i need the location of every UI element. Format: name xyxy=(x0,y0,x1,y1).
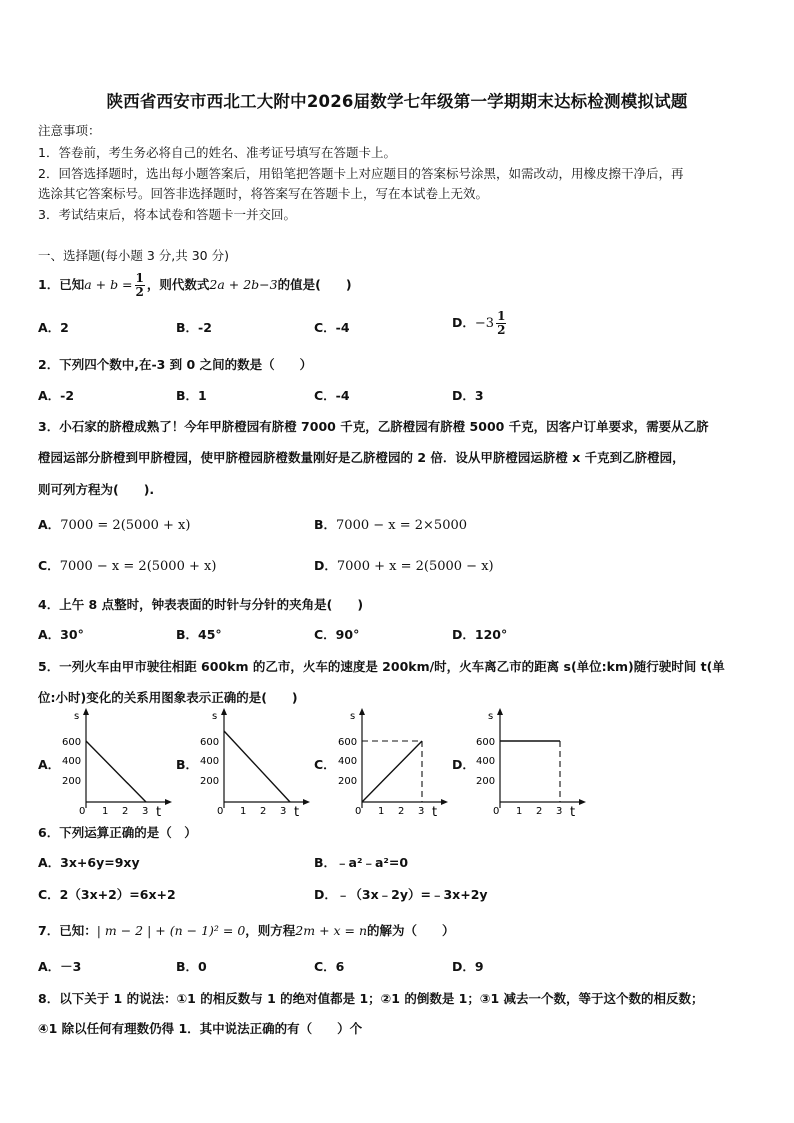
q6-option-a: A．3x+6y=9xy xyxy=(38,855,140,870)
q3-option-a xyxy=(38,515,190,533)
x-tick-1: 1 xyxy=(516,806,523,817)
q1-option-d-den: 2 xyxy=(497,323,506,337)
y-tick-200: 200 xyxy=(200,776,220,787)
q1-mid: ，则代数式 xyxy=(146,277,210,292)
q7-option-c: C．6 xyxy=(314,959,345,974)
question-4-stem: 4．上午 8 点整时，钟表表面的时针与分针的夹角是( ) xyxy=(38,597,364,612)
q1-option-a: A．2 xyxy=(38,320,69,335)
y-axis-arrow xyxy=(497,708,503,715)
x-tick-2: 2 xyxy=(260,806,267,817)
y-axis-label: s xyxy=(74,711,80,722)
x-tick-0: 0 xyxy=(355,806,362,817)
question-2-stem: 2．下列四个数中,在-3 到 0 之间的数是（ ） xyxy=(38,357,313,372)
q3-option-a-label: A． xyxy=(38,517,61,532)
q1-option-d-num: 1 xyxy=(497,309,506,323)
question-8-line-2: ④1 除以任何有理数仍得 1．其中说法正确的有（ ）个 xyxy=(38,1021,363,1036)
x-tick-1: 1 xyxy=(240,806,247,817)
y-tick-200: 200 xyxy=(62,776,82,787)
q5-graph-b xyxy=(194,706,314,818)
q7-pre: 7．已知： xyxy=(38,923,97,938)
q7-post: 的解为（ ） xyxy=(367,923,455,938)
y-tick-600: 600 xyxy=(338,737,358,748)
x-tick-1: 1 xyxy=(102,806,109,817)
q4-option-d: D．120° xyxy=(452,627,508,642)
q1-pre: 1．已知 xyxy=(38,277,85,292)
q1-post: 的值是( ) xyxy=(277,277,352,292)
q3-option-b-label: B． xyxy=(314,517,337,532)
notice-item-1: 1．答卷前，考生务必将自己的姓名、准考证号填写在答题卡上。 xyxy=(38,145,396,160)
section-heading: 一、选择题(每小题 3 分,共 30 分) xyxy=(38,248,229,263)
notice-item-2-cont: 选涂其它答案标号。回答非选择题时，将答案写在答题卡上，写在本试卷上无效。 xyxy=(38,186,489,201)
q1-frac-den: 2 xyxy=(135,285,144,299)
q4-option-b: B．45° xyxy=(176,627,222,642)
q1-fraction xyxy=(135,272,145,299)
q3-option-d xyxy=(314,556,494,574)
y-axis-arrow xyxy=(83,708,89,715)
q6-option-b: B．﹣a²﹣a²=0 xyxy=(314,855,409,870)
q1-option-d-fraction xyxy=(496,310,506,337)
q7-mid: ，则方程 xyxy=(245,923,296,938)
y-axis-label: s xyxy=(212,711,218,722)
q6-option-c: C．2（3x+2）=6x+2 xyxy=(38,887,176,902)
x-tick-1: 1 xyxy=(378,806,385,817)
x-tick-3: 3 xyxy=(142,806,149,817)
y-tick-600: 600 xyxy=(200,737,220,748)
question-7-stem xyxy=(38,921,455,939)
q6-option-d: D．﹣（3x﹣2y）=﹣3x+2y xyxy=(314,887,488,902)
question-8-line-1: 8．以下关于 1 的说法：①1 的相反数与 1 的绝对值都是 1；②1 的倒数是 1；③1 减去一个数，等于这个数的相反数； xyxy=(38,991,704,1006)
x-tick-2: 2 xyxy=(536,806,543,817)
q3-option-c-equation: 7000 − x = 2(5000 + x) xyxy=(59,559,217,574)
q5-graph-a xyxy=(56,706,176,818)
q5-graph-a-label: A． xyxy=(38,757,61,772)
q7-expr: | m − 2 | + (n − 1)² = 0 xyxy=(96,923,246,938)
x-axis-label: t xyxy=(294,805,300,818)
q5-graph-c-label: C． xyxy=(314,757,336,772)
q3-option-c-label: C． xyxy=(38,558,60,573)
q1-option-d xyxy=(452,310,508,337)
x-axis-arrow xyxy=(303,799,310,805)
q5-graph-b-label: B． xyxy=(176,757,199,772)
question-5-line-1: 5．一列火车由甲市驶往相距 600km 的乙市，火车的速度是 200km/时，火车离乙市的距离 s(单位:km)随行驶时间 t(单 xyxy=(38,659,725,674)
q3-option-b-equation: 7000 − x = 2×5000 xyxy=(336,518,468,533)
y-tick-400: 400 xyxy=(62,756,82,767)
notice-heading: 注意事项： xyxy=(38,123,101,138)
q5-graph-c xyxy=(332,706,452,818)
q3-option-b xyxy=(314,515,467,533)
y-tick-600: 600 xyxy=(62,737,82,748)
question-3-line-1: 3．小石家的脐橙成熟了！今年甲脐橙园有脐橙 7000 千克，乙脐橙园有脐橙 5000 千克，因客户订单要求，需要从乙脐 xyxy=(38,419,709,434)
q7-option-d: D．9 xyxy=(452,959,484,974)
q4-option-a: A．30° xyxy=(38,627,84,642)
y-tick-200: 200 xyxy=(476,776,496,787)
x-tick-3: 3 xyxy=(418,806,425,817)
x-axis-label: t xyxy=(570,805,576,818)
q1-option-d-label: D． xyxy=(452,315,475,330)
y-tick-400: 400 xyxy=(338,756,358,767)
q2-option-b: B．1 xyxy=(176,388,207,403)
x-tick-3: 3 xyxy=(280,806,287,817)
q1-expr: a + b = xyxy=(84,277,133,292)
x-tick-0: 0 xyxy=(217,806,224,817)
notice-item-3: 3．考试结束后，将本试卷和答题卡一并交回。 xyxy=(38,207,296,222)
y-tick-400: 400 xyxy=(476,756,496,767)
x-axis-label: t xyxy=(432,805,438,818)
q3-option-a-equation: 7000 = 2(5000 + x) xyxy=(60,518,191,533)
graph-line xyxy=(224,731,290,802)
question-6-stem: 6．下列运算正确的是（ ） xyxy=(38,825,197,840)
x-tick-0: 0 xyxy=(79,806,86,817)
q3-option-c xyxy=(38,556,216,574)
q1-option-c: C．-4 xyxy=(314,320,350,335)
y-tick-400: 400 xyxy=(200,756,220,767)
x-axis-arrow xyxy=(441,799,448,805)
q2-option-c: C．-4 xyxy=(314,388,350,403)
y-axis-arrow xyxy=(359,708,365,715)
x-tick-0: 0 xyxy=(493,806,500,817)
graph-line xyxy=(86,741,146,802)
question-3-line-3: 则可列方程为( ). xyxy=(38,482,155,497)
x-tick-2: 2 xyxy=(398,806,405,817)
q5-graph-d-label: D． xyxy=(452,757,475,772)
x-axis-label: t xyxy=(156,805,162,818)
y-tick-200: 200 xyxy=(338,776,358,787)
q1-option-d-whole: −3 xyxy=(474,316,495,331)
q7-option-a: A．－3 xyxy=(38,959,82,974)
x-tick-3: 3 xyxy=(556,806,563,817)
q3-option-d-equation: 7000 + x = 2(5000 − x) xyxy=(336,559,494,574)
q3-option-d-label: D． xyxy=(314,558,337,573)
x-axis-arrow xyxy=(165,799,172,805)
q2-option-d: D．3 xyxy=(452,388,484,403)
x-axis-arrow xyxy=(579,799,586,805)
q1-expr2: 2a + 2b−3 xyxy=(209,277,278,292)
question-5-line-2: 位:小时)变化的关系用图象表示正确的是( ) xyxy=(38,690,298,705)
q1-frac-num: 1 xyxy=(135,271,144,285)
notice-item-2: 2．回答选择题时，选出每小题答案后，用铅笔把答题卡上对应题目的答案标号涂黑，如需改动，用橡皮擦干净后，再 xyxy=(38,166,684,181)
q2-option-a: A．-2 xyxy=(38,388,75,403)
y-axis-arrow xyxy=(221,708,227,715)
y-axis-label: s xyxy=(350,711,356,722)
q7-option-b: B．0 xyxy=(176,959,207,974)
graph-line xyxy=(362,741,422,802)
y-tick-600: 600 xyxy=(476,737,496,748)
exam-title: 陕西省西安市西北工大附中2026届数学七年级第一学期期末达标检测模拟试题 xyxy=(106,92,688,111)
x-tick-2: 2 xyxy=(122,806,129,817)
q1-option-b: B．-2 xyxy=(176,320,212,335)
question-3-line-2: 橙园运部分脐橙到甲脐橙园，使甲脐橙园脐橙数量刚好是乙脐橙园的 2 倍．设从甲脐橙园运脐橙 x 千克到乙脐橙园， xyxy=(38,450,685,465)
q7-expr2: 2m + x = n xyxy=(295,923,368,938)
question-1-stem xyxy=(38,272,352,299)
y-axis-label: s xyxy=(488,711,494,722)
q4-option-c: C．90° xyxy=(314,627,360,642)
q5-graph-d xyxy=(470,706,590,818)
